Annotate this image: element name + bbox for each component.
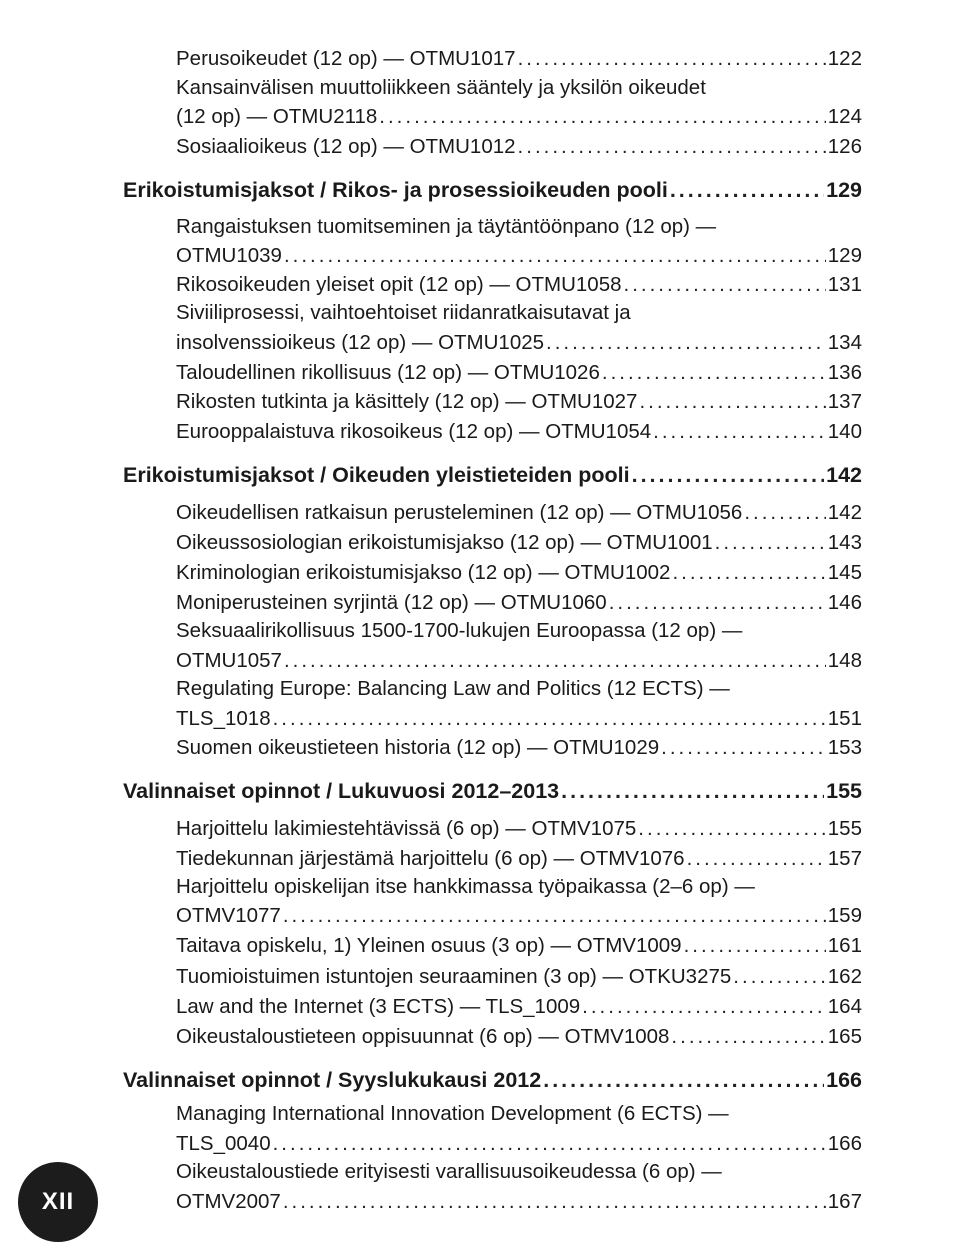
dot-leader: [731, 962, 825, 992]
toc-entry: [176, 1187, 862, 1217]
toc-entry-page: 124: [827, 105, 862, 128]
toc-entry: [176, 44, 862, 74]
toc-entry-title: insolvenssioikeus (12 op) — OTMU1025: [176, 331, 545, 354]
toc-section-heading: [123, 1064, 862, 1096]
toc-entry-title: TLS_1018: [176, 707, 271, 730]
toc-entry: [176, 901, 862, 931]
toc-entry-title: OTMU1057: [176, 649, 282, 672]
toc-entry: [176, 588, 862, 618]
toc-entry-title: Harjoittelu lakimiestehtävissä (6 op) — OTMV1075: [176, 817, 637, 840]
dot-leader: [659, 733, 826, 763]
toc-entry: [176, 931, 862, 961]
toc-entry-title: Eurooppalaistuva rikosoikeus (12 op) — OTMU1054: [176, 420, 652, 443]
toc-entry-page: 122: [827, 47, 862, 70]
toc-entry-page: 148: [827, 649, 862, 672]
dot-leader: [600, 358, 826, 388]
toc-entry-title-line1: Siviiliprosessi, vaihtoehtoiset riidanratkaisutavat ja: [176, 301, 631, 324]
toc-entry-title: Taloudellinen rikollisuus (12 op) — OTMU1026: [176, 361, 600, 384]
toc-section-page: 129: [826, 178, 862, 202]
toc-entry: [176, 1129, 862, 1159]
toc-entry-title: Sosiaalioikeus (12 op) — OTMU1012: [176, 135, 516, 158]
toc-entry-page: 142: [827, 501, 862, 524]
toc-entry: [176, 498, 862, 528]
toc-entry: [176, 132, 862, 162]
dot-leader: [580, 992, 826, 1022]
toc-entry-title: TLS_0040: [176, 1132, 271, 1155]
toc-entry-title: Rikosoikeuden yleiset opit (12 op) — OTMU1058: [176, 273, 622, 296]
toc-entry-page: 143: [827, 531, 862, 554]
toc-entry: [176, 814, 862, 844]
dot-leader: [607, 588, 826, 618]
toc-entry-page: 146: [827, 591, 862, 614]
toc-entry: [176, 241, 862, 271]
toc-entry-title: Moniperusteinen syrjintä (12 op) — OTMU1060: [176, 591, 607, 614]
toc-entry: [176, 102, 862, 132]
toc-section-title: Erikoistumisjaksot / Oikeuden yleistieteiden pooli: [123, 463, 630, 487]
toc-entry-page: 159: [827, 904, 862, 927]
toc-entry-title-line1: Rangaistuksen tuomitseminen ja täytäntöönpano (12 op) —: [176, 215, 717, 238]
toc-section-title: Erikoistumisjaksot / Rikos- ja prosessioikeuden pooli: [123, 178, 668, 202]
toc-entry-page: 140: [827, 420, 862, 443]
toc-entry-title-line1: Regulating Europe: Balancing Law and Politics (12 ECTS) —: [176, 677, 730, 700]
dot-leader: [651, 417, 826, 447]
dot-leader: [281, 901, 826, 931]
dot-leader: [668, 174, 824, 206]
toc-entry-title: Perusoikeudet (12 op) — OTMU1017: [176, 47, 516, 70]
toc-entry-title: Taitava opiskelu, 1) Yleinen osuus (3 op) — OTMV1009: [176, 934, 682, 957]
toc-entry-title: Tiedekunnan järjestämä harjoittelu (6 op) — OTMV1076: [176, 847, 685, 870]
toc-entry-page: 165: [827, 1025, 862, 1048]
dot-leader: [544, 328, 826, 358]
toc-entry: [176, 558, 862, 588]
toc-section-title: Valinnaiset opinnot / Lukuvuosi 2012–2013: [123, 779, 560, 803]
toc-entry: [176, 328, 862, 358]
toc-entry: [176, 270, 862, 300]
toc-entry-title: Oikeustaloustieteen oppisuunnat (6 op) — OTMV1008: [176, 1025, 670, 1048]
toc-entry-page: 136: [827, 361, 862, 384]
dot-leader: [637, 387, 825, 417]
toc-entry: [176, 962, 862, 992]
dot-leader: [685, 844, 826, 874]
toc-entry: [176, 992, 862, 1022]
dot-leader: [682, 931, 826, 961]
toc-entry-page: 155: [827, 817, 862, 840]
toc-entry: [176, 646, 862, 676]
toc-section-heading: [123, 459, 862, 491]
toc-section-page: 166: [826, 1068, 862, 1092]
toc-entry-page: 145: [827, 561, 862, 584]
toc-entry-title: (12 op) — OTMU2118: [176, 105, 378, 128]
toc-entry-title: Tuomioistuimen istuntojen seuraaminen (3 op) — OTKU3275: [176, 965, 732, 988]
dot-leader: [636, 814, 825, 844]
toc-entry-page: 161: [827, 934, 862, 957]
toc-entry: [176, 1022, 862, 1052]
dot-leader: [630, 459, 825, 491]
toc-entry-page: 151: [827, 707, 862, 730]
toc-entry-page: 129: [827, 244, 862, 267]
dot-leader: [669, 1022, 825, 1052]
page-number-badge: XII: [18, 1162, 98, 1242]
toc-entry-page: 153: [827, 736, 862, 759]
dot-leader: [541, 1064, 824, 1096]
toc-section-title: Valinnaiset opinnot / Syyslukukausi 2012: [123, 1068, 542, 1092]
dot-leader: [271, 1129, 826, 1159]
toc-entry-page: 137: [827, 390, 862, 413]
dot-leader: [742, 498, 825, 528]
toc-entry-page: 167: [827, 1190, 862, 1213]
toc-entry-page: 126: [827, 135, 862, 158]
toc-entry-title: Kriminologian erikoistumisjakso (12 op) — OTMU1002: [176, 561, 671, 584]
dot-leader: [377, 102, 826, 132]
toc-entry-title: Law and the Internet (3 ECTS) — TLS_1009: [176, 995, 581, 1018]
toc-entry-page: 131: [827, 273, 862, 296]
dot-leader: [670, 558, 825, 588]
toc-entry: [176, 733, 862, 763]
toc-entry-title-line1: Seksuaalirikollisuus 1500-1700-lukujen Euroopassa (12 op) —: [176, 619, 743, 642]
dot-leader: [622, 270, 826, 300]
dot-leader: [713, 528, 826, 558]
toc-entry-title: OTMU1039: [176, 244, 282, 267]
dot-leader: [559, 775, 824, 807]
toc-entry: [176, 844, 862, 874]
dot-leader: [282, 646, 826, 676]
toc-entry-page: 157: [827, 847, 862, 870]
toc-entry-title: Rikosten tutkinta ja käsittely (12 op) — OTMU1027: [176, 390, 638, 413]
toc-entry-title-line1: Kansainvälisen muuttoliikkeen sääntely ja yksilön oikeudet: [176, 76, 706, 99]
toc-entry-title: OTMV1077: [176, 904, 281, 927]
toc-entry: [176, 417, 862, 447]
dot-leader: [271, 704, 826, 734]
toc-section-heading: [123, 775, 862, 807]
toc-section-page: 142: [826, 463, 862, 487]
toc-section-page: 155: [826, 779, 862, 803]
dot-leader: [516, 132, 826, 162]
toc-entry-page: 134: [827, 331, 862, 354]
dot-leader: [282, 241, 826, 271]
toc-entry-title: Suomen oikeustieteen historia (12 op) — OTMU1029: [176, 736, 660, 759]
toc-entry-page: 162: [827, 965, 862, 988]
toc-section-heading: [123, 174, 862, 206]
toc-entry-title-line1: Managing International Innovation Development (6 ECTS) —: [176, 1102, 729, 1125]
toc-entry-title-line1: Harjoittelu opiskelijan itse hankkimassa työpaikassa (2–6 op) —: [176, 875, 755, 898]
toc-entry-title-line1: Oikeustaloustiede erityisesti varallisuusoikeudessa (6 op) —: [176, 1160, 722, 1183]
toc-entry-title: Oikeudellisen ratkaisun perusteleminen (12 op) — OTMU1056: [176, 501, 743, 524]
dot-leader: [516, 44, 826, 74]
toc-entry-title: OTMV2007: [176, 1190, 281, 1213]
toc-entry-page: 164: [827, 995, 862, 1018]
toc-entry-title: Oikeussosiologian erikoistumisjakso (12 op) — OTMU1001: [176, 531, 713, 554]
toc-entry: [176, 387, 862, 417]
toc-entry: [176, 358, 862, 388]
toc-entry: [176, 528, 862, 558]
toc-entry-page: 166: [827, 1132, 862, 1155]
toc-entry: [176, 704, 862, 734]
dot-leader: [281, 1187, 826, 1217]
